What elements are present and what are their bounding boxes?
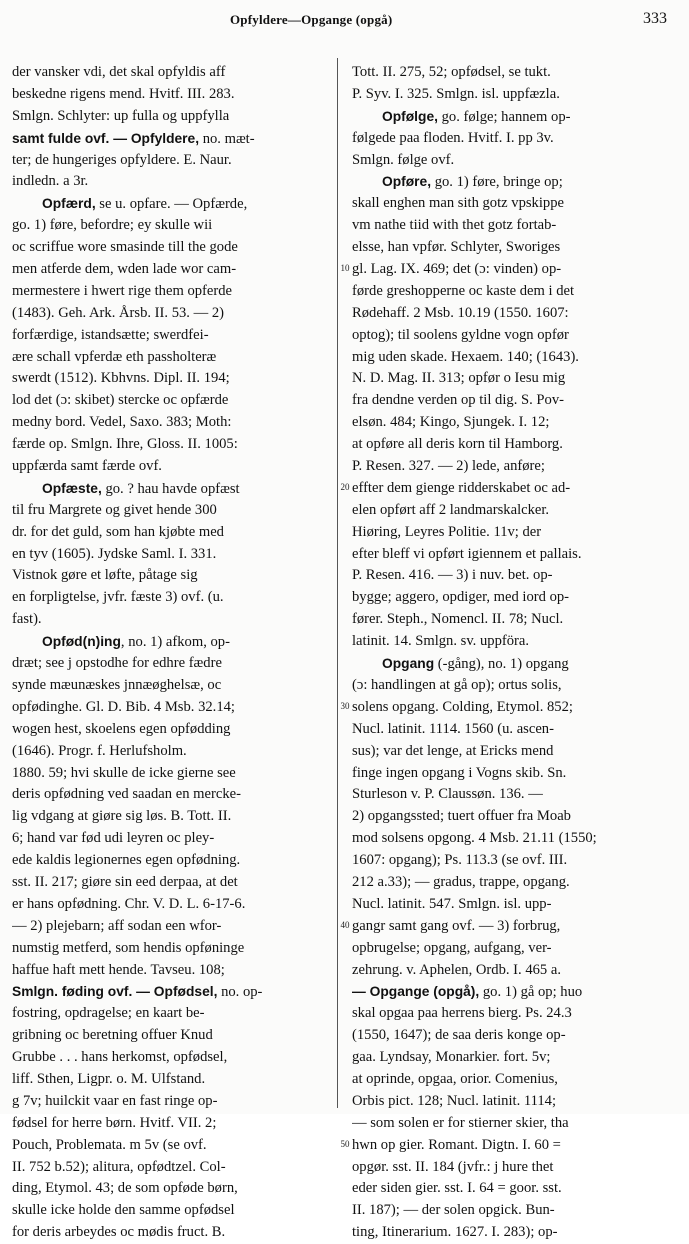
line-text: Pouch, Problemata. m 5v (se ovf. [12,1136,207,1153]
line-text: skulle icke holde den samme opfødsel [12,1202,235,1219]
line-text: elen opført aff 2 landmarskalcker. [352,501,550,518]
text-line [12,1069,328,1091]
line-text: wogen hest, skoelens egen opfødding [12,720,231,737]
text-line [12,303,328,325]
text-line [12,62,328,84]
text-line [12,390,328,412]
text-line [352,675,670,697]
line-text: bygge; aggero, opdiger, med iord op- [352,589,570,606]
text-line [352,1178,670,1200]
line-text: beskedne rigens mend. Hvitf. III. 283. [12,85,235,102]
line-text: fostring, opdragelse; en kaart be- [12,1005,205,1022]
line-text: gangr samt gang ovf. — 3) forbrug, [352,917,561,934]
text-line [352,347,670,369]
line-text: P. Syv. I. 325. Smlgn. isl. uppfæzla. [352,85,560,102]
line-text: P. Resen. 416. — 3) i nuv. bet. op- [352,567,553,584]
text-line [12,1200,328,1222]
text-line [352,303,670,325]
text-line [352,62,670,84]
text-line [12,1113,328,1135]
line-text: Grubbe . . . hans herkomst, opfødsel, [12,1049,228,1066]
text-line [12,653,328,675]
text-line [352,522,670,544]
line-text: hwn op gier. Romant. Digtn. I. 60 = [352,1136,561,1153]
line-text: 2) opgangssted; tuert offuer fra Moab [352,808,571,825]
text-line [12,916,328,938]
line-text: mig uden skade. Hexaem. 140; (1643). [352,348,579,365]
line-text: lod det (ɔ: skibet) stercke oc opfærde [12,392,229,409]
line-text: (1550, 1647); de saa deris konge op- [352,1027,566,1044]
line-text: ære schall vpferdæ eth passholteræ [12,348,217,365]
text-line [12,171,328,193]
text-line [12,215,328,237]
line-text: der vansker vdi, det skal opfyldis aff [12,64,226,80]
line-text: gaa. Lyndsay, Monarkier. fort. 5v; [352,1049,551,1066]
line-text: til fru Margrete og givet hende 300 [12,501,217,518]
text-line [12,434,328,456]
text-line [12,1091,328,1113]
line-text: Tott. II. 275, 52; opfødsel, se tukt. [352,64,551,80]
text-line [12,128,328,150]
line-number: 20 [340,482,350,493]
line-text: eder siden gier. sst. I. 64 = goor. sst. [352,1180,562,1197]
line-text: efter bleff vi opført igiennem et pallais. [352,545,582,562]
text-line [352,259,670,281]
line-text: Smlgn. Schlyter: up fulla og uppfylla [12,107,230,124]
line-text: færde op. Smlgn. Ihre, Gloss. II. 1005: [12,436,238,453]
line-text: opgør. sst. II. 184 (jvfr.: j hure thet [352,1158,554,1175]
line-text: go. 1) gå op; huo [479,984,583,1001]
line-text: — 2) plejebarn; aff sodan een wfor- [12,917,222,934]
text-line [12,806,328,828]
text-line [352,872,670,894]
line-text: Hiøring, Leyres Politie. 11v; der [352,523,542,540]
line-text: no. mæt- [199,130,255,147]
text-line [12,850,328,872]
line-text: N. D. Mag. II. 313; opfør o Iesu mig [352,370,566,387]
line-text: sus); var det lenge, at Ericks mend [352,742,554,759]
text-line [352,850,670,872]
text-line [352,193,670,215]
line-text: go. følge; hannem op- [437,108,571,125]
line-text: (1646). Progr. f. Herlufsholm. [12,742,187,759]
text-line [12,259,328,281]
headword: Opgang [382,656,435,672]
text-line [12,894,328,916]
line-text: deris opfødning ved saadan en mercke- [12,786,241,803]
text-line [12,325,328,347]
text-line [12,1003,328,1025]
text-line [352,500,670,522]
line-text: for deris arbeydes oc mødis fruct. B. [12,1224,226,1241]
running-title: Opfyldere—Opgange (opgå) [230,12,393,27]
text-line [12,106,328,128]
line-text: elsøn. 484; Kingo, Sjungek. I. 12; [352,414,550,431]
text-line [12,981,328,1003]
page-header [0,10,689,34]
page-number: 333 [643,10,667,27]
line-text: (ɔ: handlingen at gå op); ortus solis, [352,676,562,693]
text-line [352,763,670,785]
right-column [352,62,670,1244]
text-line [352,609,670,631]
text-line [12,281,328,303]
text-line [352,1135,670,1157]
text-line [352,434,670,456]
line-text: numstig metferd, som hendis opføninge [12,939,245,956]
line-text: , no. 1) afkom, op- [120,634,230,651]
headword: Opfølge, [382,108,438,124]
text-line [12,763,328,785]
line-text: Nucl. latinit. 1114. 1560 (u. ascen- [352,720,554,737]
line-text: optog); til soolens gyldne vogn opfør [352,326,569,343]
line-text: 1880. 59; hvi skulle de icke gierne see [12,764,236,781]
line-text: skal opgaa paa herrens bierg. Ps. 24.3 [352,1005,572,1022]
line-text: vm nathe tiid with thet gotz fortab- [352,217,557,234]
headword: Opføre, [382,174,432,190]
text-line [12,368,328,390]
line-text: (1483). Geh. Ark. Årsb. II. 53. — 2) [12,304,224,321]
text-line [352,894,670,916]
line-text: no. op- [217,984,263,1001]
text-line [352,828,670,850]
text-line [352,1003,670,1025]
text-line [12,960,328,982]
line-text: fast). [12,611,42,628]
text-line [352,784,670,806]
line-text: mod solsens opgong. 4 Msb. 21.11 (1550; [352,830,597,847]
text-line [12,1047,328,1069]
headword: — Opgange (opgå), [352,984,480,1000]
headword: Opfød(n)ing [42,634,121,650]
headword: Opfærd, [42,196,96,212]
line-text: forfærdige, istandsætte; swerdfei- [12,326,209,343]
line-text: effter dem gienge ridderskabet oc ad- [352,479,571,496]
text-line [352,237,670,259]
text-line [352,1047,670,1069]
line-text: (-gång), no. 1) opgang [434,656,569,673]
text-line [352,1157,670,1179]
text-line [12,478,328,500]
text-line [352,390,670,412]
text-line [12,1025,328,1047]
text-line [352,653,670,675]
line-text: 1607: opgang); Ps. 113.3 (se ovf. III. [352,852,568,869]
line-text: swerdt (1512). Kbhvns. Dipl. II. 194; [12,370,230,387]
column-divider [337,58,338,1108]
line-text: solens opgang. Colding, Etymol. 852; [352,698,573,715]
text-line [12,544,328,566]
text-line [12,150,328,172]
line-text: følgede paa floden. Hvitf. I. pp 3v. [352,129,554,146]
line-text: P. Resen. 327. — 2) lede, anføre; [352,458,545,475]
text-line [352,106,670,128]
text-line [352,1069,670,1091]
line-text: sst. II. 217; giøre sin eed derpaa, at det [12,873,238,890]
text-line [352,544,670,566]
line-text: fører. Steph., Nomencl. II. 78; Nucl. [352,611,564,628]
line-text: Sturleson v. P. Claussøn. 136. — [352,786,543,803]
text-line [352,215,670,237]
text-line [12,456,328,478]
text-line [12,1135,328,1157]
line-text: er hans opfødning. Chr. V. D. L. 6-17-6. [12,895,246,912]
text-line [352,478,670,500]
text-line [352,741,670,763]
line-text: latinit. 14. Smlgn. sv. uppföra. [352,633,530,650]
line-text: opfødinghe. Gl. D. Bib. 4 Msb. 32.14; [12,698,235,715]
text-line [12,938,328,960]
text-line [12,587,328,609]
line-text: at oprinde, opgaa, orior. Comenius, [352,1070,558,1087]
line-text: mermestere i hwert rige them opferde [12,282,233,299]
text-line [12,719,328,741]
text-line [352,281,670,303]
text-line [352,171,670,193]
text-line [12,631,328,653]
text-line [352,631,670,653]
text-line [352,938,670,960]
line-text: indledn. a 3r. [12,173,89,190]
line-text: go. 1) føre, bringe op; [431,174,563,191]
left-column [12,62,328,1244]
line-text: at opføre all deris korn til Hamborg. [352,436,563,453]
line-text: gribning oc beretning offuer Knud [12,1027,213,1044]
line-text: se u. opfare. — Opfærde, [95,196,248,213]
line-text: ding, Etymol. 43; de som opføde børn, [12,1180,238,1197]
text-line [12,1178,328,1200]
line-text: skall enghen man sith gotz vpskippe [352,195,564,212]
text-line [352,1091,670,1113]
text-line [12,741,328,763]
text-line [352,697,670,719]
line-text: en forpligtelse, jvfr. fæste 3) ovf. (u. [12,589,224,606]
line-text: 212 a.33); — gradus, trappe, opgang. [352,873,570,890]
line-text: uppfærda samt færde ovf. [12,458,162,475]
text-line [352,456,670,478]
text-line [352,1025,670,1047]
line-number: 10 [340,263,350,274]
text-line [12,500,328,522]
line-text: fødsel for herre børn. Hvitf. VII. 2; [12,1114,217,1131]
text-line [12,565,328,587]
text-line [352,368,670,390]
line-text: opbrugelse; opgang, aufgang, ver- [352,939,552,956]
text-line [352,1222,670,1244]
text-line [352,960,670,982]
line-text: g 7v; huilckit vaar en fast ringe op- [12,1092,218,1109]
text-line [12,697,328,719]
line-text: go. ? hau havde opfæst [101,480,240,497]
line-text: II. 187); — der solen opgick. Bun- [352,1202,555,1219]
text-line [12,784,328,806]
line-text: II. 752 b.52); alitura, opfødtzel. Col- [12,1158,226,1175]
line-number: 30 [340,701,350,712]
text-line [12,872,328,894]
line-text: — som solen er for stierner skier, tha [352,1114,569,1131]
text-line [352,916,670,938]
line-number: 50 [340,1139,350,1150]
line-text: 6; hand var fød udi leyren oc pley- [12,830,215,847]
line-number: 40 [340,920,350,931]
text-line [352,565,670,587]
line-text: ter; de hungeriges opfyldere. E. Naur. [12,151,232,168]
text-line [352,128,670,150]
text-line [352,150,670,172]
line-text: en tyv (1605). Jydske Saml. I. 331. [12,545,217,562]
line-text: fra dendne verden op til dig. S. Pov- [352,392,564,409]
text-line [12,193,328,215]
line-text: Rødehaff. 2 Msb. 10.19 (1550. 1607: [352,304,569,321]
line-text: zehrung. v. Aphelen, Ordb. I. 465 a. [352,961,561,978]
line-text: ting, Itinerarium. 1627. I. 283); op- [352,1224,558,1241]
headword: samt fulde ovf. — Opfyldere, [12,130,200,146]
text-line [12,828,328,850]
text-line [352,806,670,828]
line-text: ede kaldis legionernes egen opfødning. [12,852,241,869]
line-text: oc scriffue wore smasinde till the gode [12,239,238,256]
line-text: dræt; see j opstodhe for edhre fædre [12,655,222,672]
text-line [352,981,670,1003]
line-text: synde mæunæskes jnnæøghelsæ, oc [12,676,222,693]
headword: Smlgn. føding ovf. — Opfødsel, [12,984,218,1000]
text-line [352,1113,670,1135]
text-line [352,325,670,347]
text-line [352,587,670,609]
text-line [12,84,328,106]
text-line [352,412,670,434]
text-line [12,609,328,631]
text-line [12,1157,328,1179]
line-text: medny bord. Vedel, Saxo. 383; Moth: [12,414,232,431]
text-line [352,719,670,741]
text-line [12,675,328,697]
line-text: elsse, han vpfør. Schlyter, Sworiges [352,239,561,256]
text-line [12,1222,328,1244]
line-text: liff. Sthen, Ligpr. o. M. Ulfstand. [12,1070,206,1087]
line-text: førde greshopperne oc kaste dem i det [352,282,575,299]
text-line [352,84,670,106]
line-text: Nucl. latinit. 547. Smlgn. isl. upp- [352,895,552,912]
line-text: gl. Lag. IX. 469; det (ɔ: vinden) op- [352,261,562,278]
line-text: go. 1) føre, befordre; ey skulle wii [12,217,213,234]
headword: Opfæste, [42,480,102,496]
text-line [12,347,328,369]
text-line [12,237,328,259]
line-text: finge ingen opgang i Vogns skib. Sn. [352,764,567,781]
line-text: dr. for det guld, som han kjøbte med [12,523,224,540]
text-line [12,412,328,434]
line-text: men atferde dem, wden lade wor cam- [12,261,237,278]
line-text: Smlgn. følge ovf. [352,151,455,168]
line-text: haffue haft mett hende. Tavseu. 108; [12,961,225,978]
line-text: lig vdgang at giøre sig løs. B. Tott. II. [12,808,232,825]
line-text: Vistnok gøre et løfte, påtage sig [12,567,198,584]
text-line [12,522,328,544]
text-line [352,1200,670,1222]
line-text: Orbis pict. 128; Nucl. latinit. 1114; [352,1092,557,1109]
